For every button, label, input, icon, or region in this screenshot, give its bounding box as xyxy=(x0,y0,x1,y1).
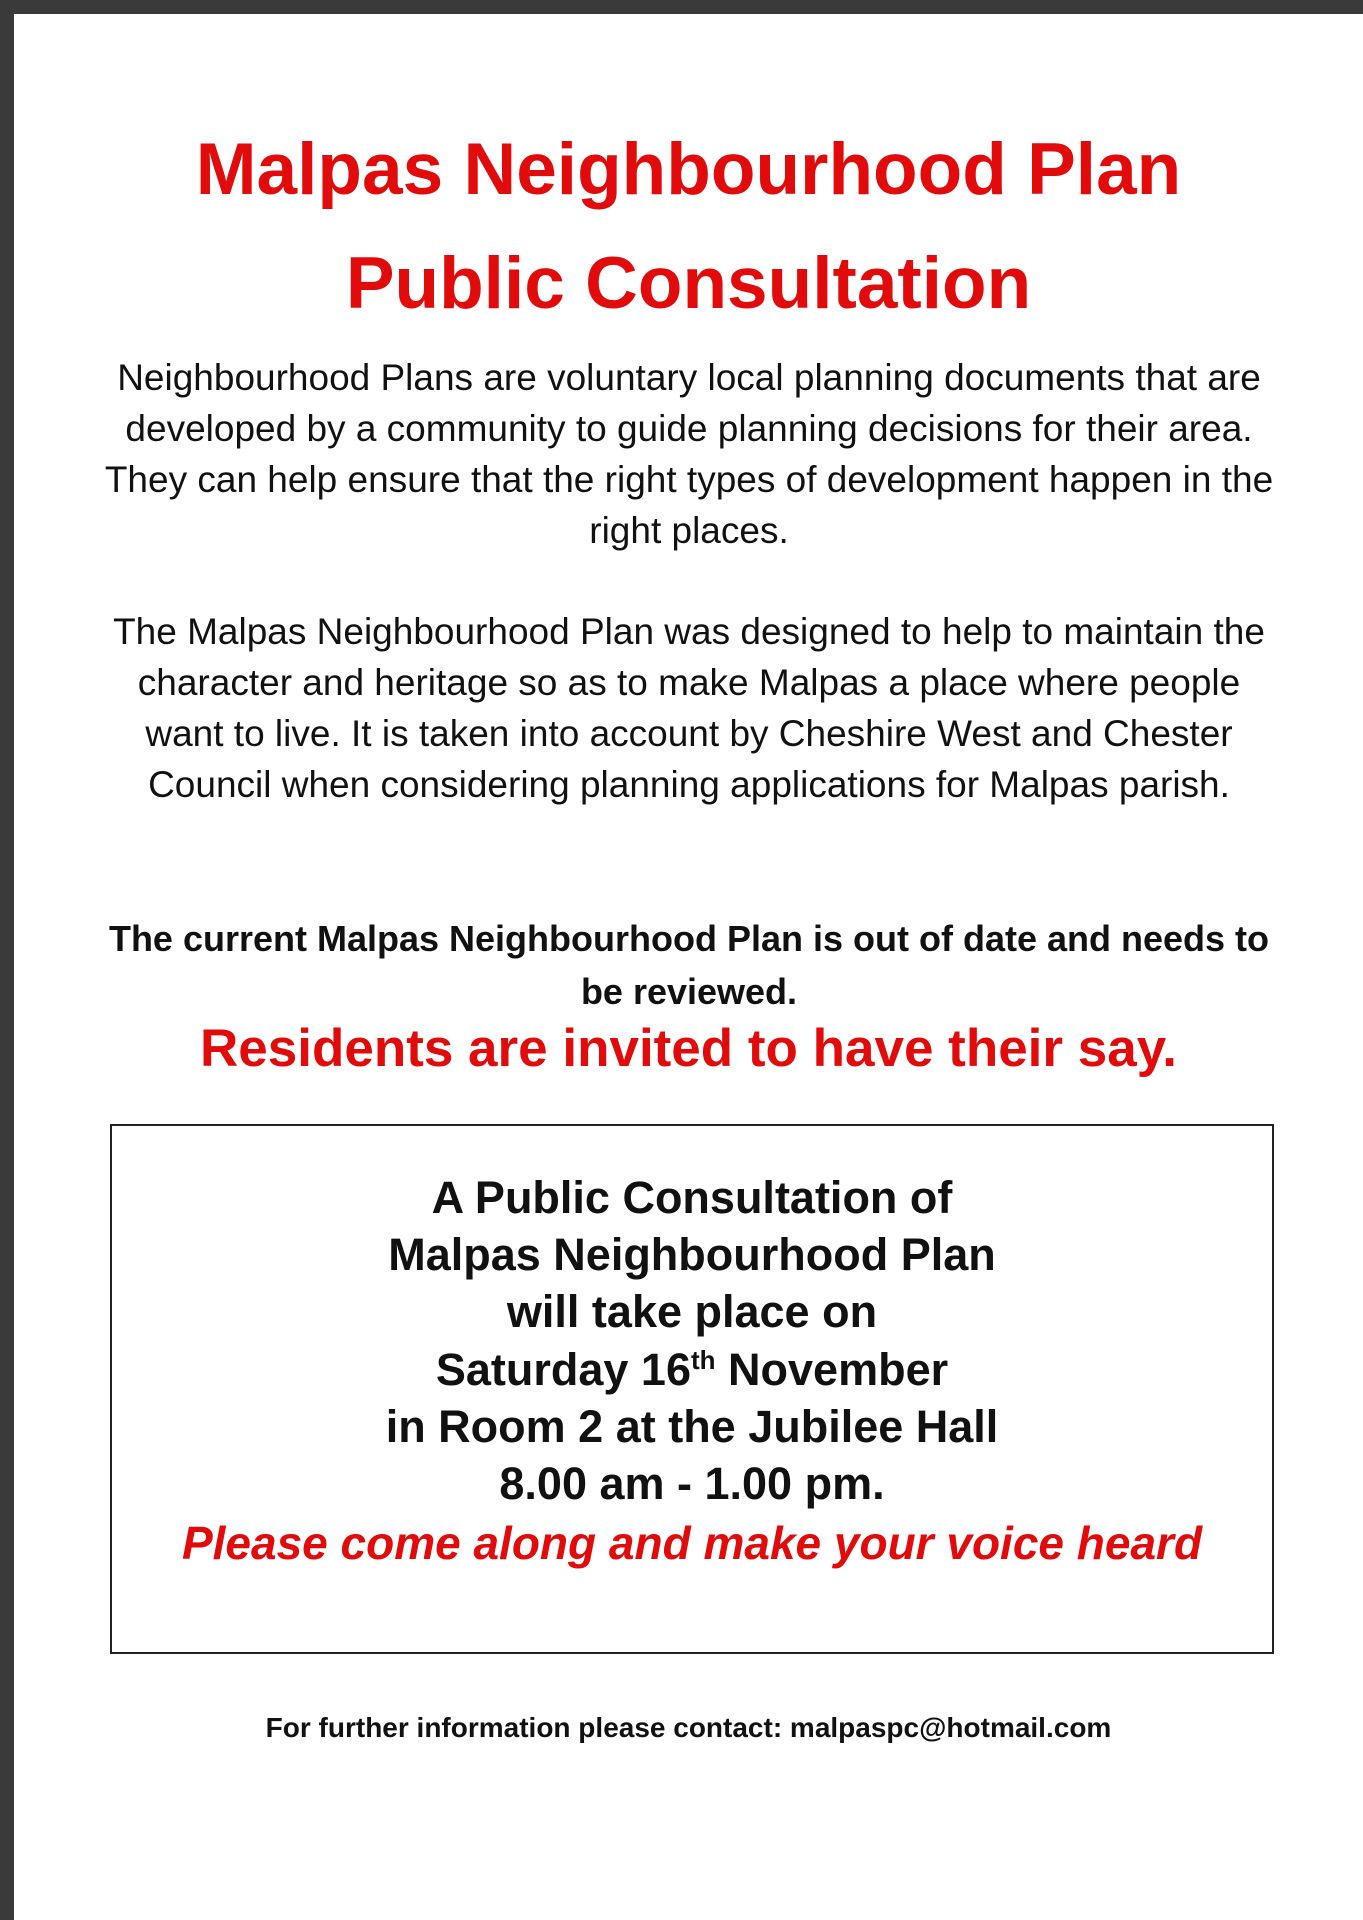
event-time: 8.00 am - 1.00 pm. xyxy=(499,1458,885,1509)
event-line-2: Malpas Neighbourhood Plan xyxy=(388,1229,996,1280)
event-date-ordinal: th xyxy=(690,1345,716,1375)
contact-info: For further information please contact: malpaspc@hotmail.com xyxy=(265,1712,1112,1743)
event-venue: in Room 2 at the Jubilee Hall xyxy=(385,1401,999,1452)
event-date xyxy=(112,1341,1272,1398)
event-date-month: November xyxy=(715,1344,949,1395)
poster-title-line-1: Malpas Neighbourhood Plan xyxy=(195,129,1182,210)
poster-title-line-2: Public Consultation xyxy=(345,243,1032,324)
event-details-box xyxy=(110,1124,1274,1654)
event-line-3: will take place on xyxy=(506,1286,878,1337)
event-date-day: Saturday 16 xyxy=(435,1344,691,1395)
call-to-action: Please come along and make your voice heard xyxy=(181,1517,1203,1569)
invite-heading: Residents are invited to have their say. xyxy=(200,1019,1177,1078)
poster-page xyxy=(14,14,1363,1920)
intro-paragraph-1: Neighbourhood Plans are voluntary local planning documents that are developed by a community to guide planning decisions for their area. They can help ensure that the right types of development happen in the right places. xyxy=(104,357,1274,551)
review-notice: The current Malpas Neighbourhood Plan is out of date and needs to be reviewed. xyxy=(108,918,1270,1012)
event-line-1: A Public Consultation of xyxy=(431,1172,953,1223)
intro-paragraph-2: The Malpas Neighbourhood Plan was designed to help to maintain the character and heritage so as to make Malpas a place where people want to live. It is taken into account by Cheshire West and Chester Council when considering planning applications for Malpas parish. xyxy=(113,611,1265,805)
